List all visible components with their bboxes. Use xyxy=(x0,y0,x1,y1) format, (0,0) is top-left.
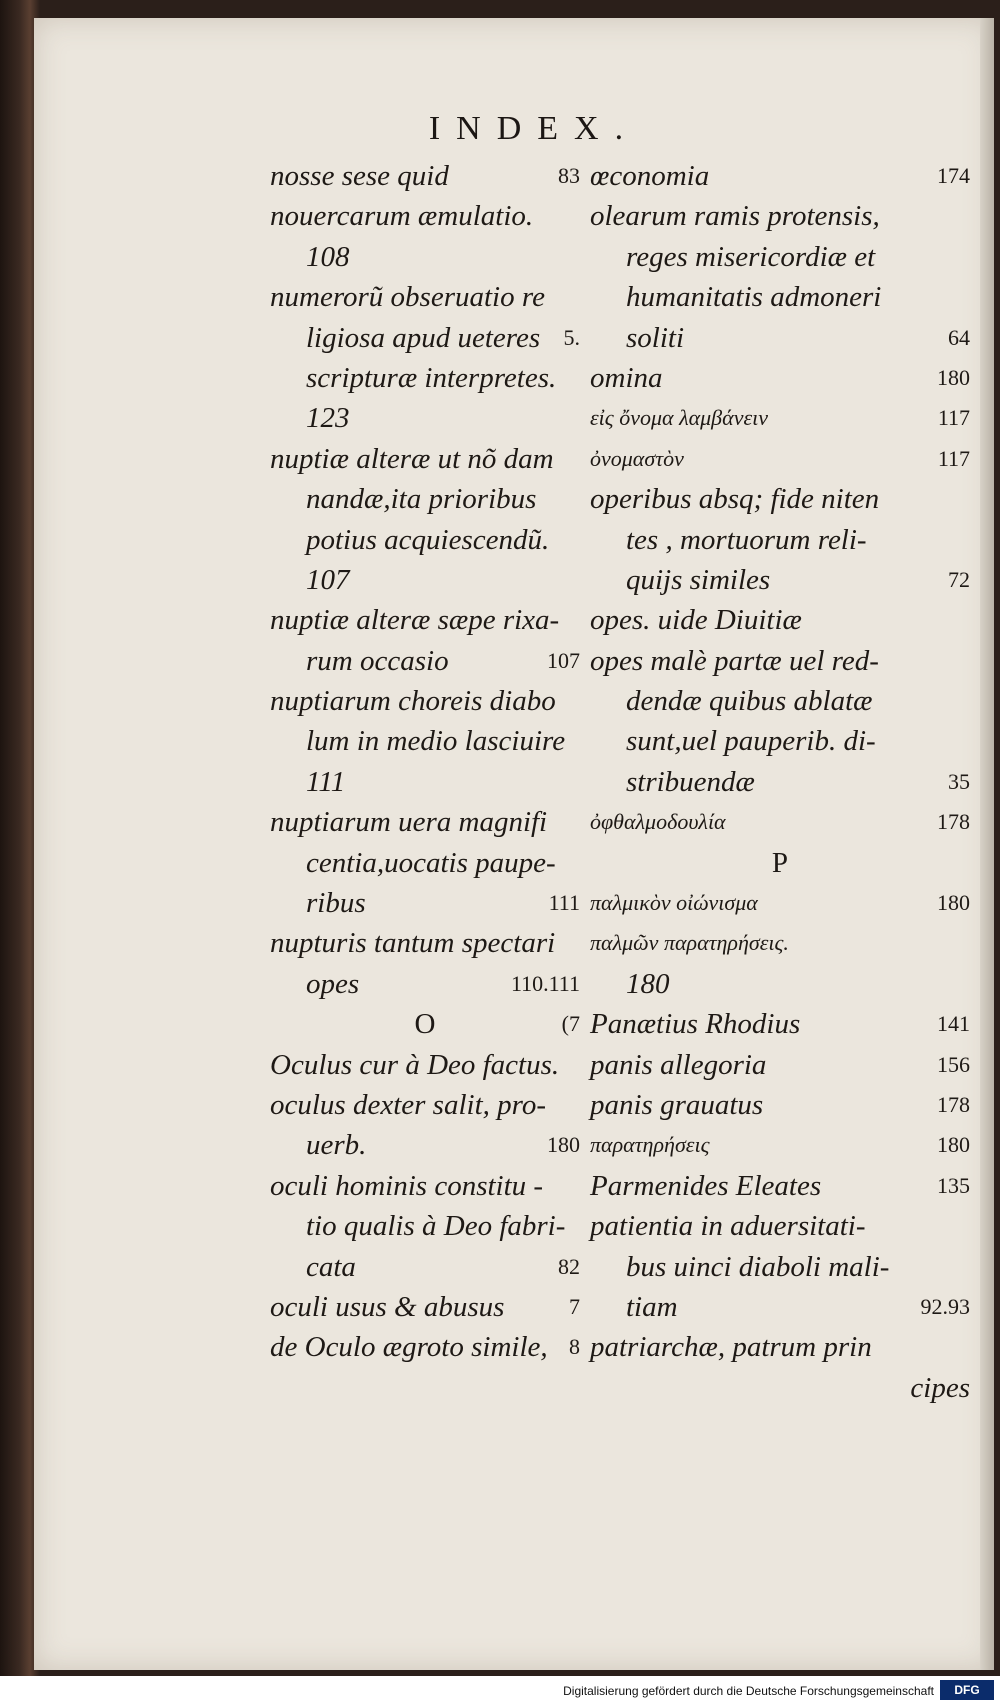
index-entry-text: P xyxy=(771,846,789,879)
index-entry xyxy=(590,277,970,317)
index-entry xyxy=(590,1004,970,1044)
index-entry-text: tiam xyxy=(626,1290,678,1323)
index-entry-text: numerorũ obseruatio re xyxy=(270,281,545,314)
index-entry xyxy=(270,964,580,1004)
index-entry xyxy=(590,398,970,438)
index-entry-page-number: 7 xyxy=(569,1293,580,1319)
index-entry-text: tio qualis à Deo fabri- xyxy=(306,1210,566,1243)
index-entry-text: de Oculo ægroto simile, xyxy=(270,1331,548,1364)
index-entry xyxy=(590,681,970,721)
index-entry-text: patriarchæ, patrum prin xyxy=(590,1331,872,1364)
index-entry-text: nuptiæ alteræ sæpe rixa- xyxy=(270,604,560,637)
index-entry-text: panis allegoria xyxy=(590,1048,767,1081)
index-entry-text: sunt,uel pauperib. di- xyxy=(626,725,876,758)
index-entry-text: oculus dexter salit, pro- xyxy=(270,1088,546,1121)
index-entry-text: Panætius Rhodius xyxy=(590,1008,801,1041)
index-entry xyxy=(590,641,970,681)
index-entry xyxy=(590,721,970,761)
index-entry xyxy=(270,1045,580,1085)
index-entry-text: panis grauatus xyxy=(590,1088,764,1121)
index-entry-text: soliti xyxy=(626,321,685,354)
index-entry-text: tes , mortuorum reli- xyxy=(626,523,867,556)
index-entry-text: nouercarum æmulatio. xyxy=(270,200,534,233)
index-entry-text: centia,uocatis paupe- xyxy=(306,846,556,879)
index-entry-text: παλμικὸν οἰώνισμα xyxy=(590,890,758,916)
index-entry-page-number: 135 xyxy=(937,1172,970,1198)
index-entry-text: cipes xyxy=(910,1371,970,1404)
index-entry-text: nuptiæ alteræ ut nõ dam xyxy=(270,442,554,475)
index-entry-text: εἰς ὄνομα λαμβάνειν xyxy=(590,405,768,431)
index-entry-text: oculi hominis constitu - xyxy=(270,1169,544,1202)
index-entry-text: 108 xyxy=(306,240,350,273)
index-entry xyxy=(270,439,580,479)
index-entry xyxy=(270,196,580,236)
index-entry-page-number: 180 xyxy=(937,1132,970,1158)
index-entry-page-number: 180 xyxy=(547,1132,580,1158)
index-entry xyxy=(270,1085,580,1125)
index-entry xyxy=(590,1166,970,1206)
index-entry-text: ligiosa apud ueteres xyxy=(306,321,541,354)
index-entry-text: nupturis tantum spectari xyxy=(270,927,556,960)
index-entry-page-number: (7 xyxy=(561,1011,580,1037)
index-entry xyxy=(590,479,970,519)
index-entry xyxy=(270,1206,580,1246)
index-entry-text: nosse sese quid xyxy=(270,160,449,192)
index-entry xyxy=(270,277,580,317)
index-entry-page-number: 180 xyxy=(937,890,970,916)
index-entry xyxy=(590,358,970,398)
index-entry-page-number: 117 xyxy=(937,405,970,431)
index-entry-text: olearum ramis protensis, xyxy=(590,200,880,233)
index-entry-text: dendæ quibus ablatæ xyxy=(626,685,873,718)
digitization-credit: Digitalisierung gefördert durch die Deutsche Forschungsgemeinschaft xyxy=(563,1684,934,1698)
index-entry xyxy=(270,318,580,358)
index-entry xyxy=(270,721,580,761)
index-entry-page-number: 141 xyxy=(937,1011,970,1037)
index-entry-page-number: 35 xyxy=(948,768,970,794)
index-entry xyxy=(270,398,580,438)
index-entry xyxy=(270,802,580,842)
index-entry xyxy=(590,762,970,802)
index-entry xyxy=(590,156,970,196)
index-entry-text: rum occasio xyxy=(306,644,449,677)
index-entry xyxy=(590,196,970,236)
index-entry-page-number: 72 xyxy=(948,566,970,592)
index-entry-text: patientia in aduersitati- xyxy=(590,1210,866,1243)
index-entry-text: humanitatis admoneri xyxy=(626,281,882,314)
index-entry xyxy=(590,1045,970,1085)
index-entry-text: bus uinci diaboli mali- xyxy=(626,1250,890,1283)
index-entry-text: omina xyxy=(590,361,663,394)
dfg-logo: DFG xyxy=(940,1680,994,1700)
index-entry-text: operibus absq; fide niten xyxy=(590,483,880,516)
index-entry xyxy=(270,156,580,196)
index-entry-page-number: 110.111 xyxy=(510,970,580,996)
index-entry xyxy=(590,1327,970,1367)
index-entry-text: nuptiarum uera magnifi xyxy=(270,806,548,839)
index-entry xyxy=(590,964,970,1004)
index-entry xyxy=(270,1327,580,1367)
index-entry-text: uerb. xyxy=(306,1129,367,1162)
page-edge xyxy=(980,18,994,1670)
index-entry-text: Parmenides Eleates xyxy=(590,1169,822,1202)
index-entry xyxy=(270,762,580,802)
index-entry xyxy=(270,358,580,398)
index-entry xyxy=(590,318,970,358)
index-column-left xyxy=(270,156,580,1368)
index-entry xyxy=(590,1368,970,1408)
index-entry-text: reges misericordiæ et xyxy=(626,240,876,273)
index-entry-text: quijs similes xyxy=(626,563,771,596)
index-entry-page-number: 178 xyxy=(937,809,970,835)
index-entry-text: opes malè partæ uel red- xyxy=(590,644,879,677)
index-entry xyxy=(270,237,580,277)
index-entry xyxy=(590,843,970,883)
index-entry-text: opes. uide Diuitiæ xyxy=(590,604,802,637)
index-entry-text: O xyxy=(414,1008,436,1041)
index-entry-text: 111 xyxy=(306,765,346,798)
index-entry-text: nuptiarum choreis diabo xyxy=(270,685,556,718)
index-entry xyxy=(270,883,580,923)
running-head: INDEX. xyxy=(428,110,640,147)
index-entry-page-number: 180 xyxy=(937,364,970,390)
index-entry xyxy=(270,1004,580,1044)
index-entry-text: lum in medio lasciuire xyxy=(306,725,566,758)
index-entry-page-number: 107 xyxy=(547,647,580,673)
index-entry-page-number: 117 xyxy=(937,445,970,471)
index-entry-page-number: 64 xyxy=(948,324,970,350)
index-entry xyxy=(590,802,970,842)
index-column-right xyxy=(590,156,970,1408)
index-entry-text: potius acquiescendũ. xyxy=(306,523,550,556)
index-entry xyxy=(270,1125,580,1165)
index-entry xyxy=(590,560,970,600)
index-entry-text: ribus xyxy=(306,887,366,920)
index-entry-text: 107 xyxy=(306,563,350,596)
index-entry-text: 180 xyxy=(626,967,670,1000)
index-entry-text: opes xyxy=(306,967,360,1000)
index-entry xyxy=(270,641,580,681)
index-entry xyxy=(590,439,970,479)
index-entry xyxy=(270,600,580,640)
index-entry-page-number: 92.93 xyxy=(920,1293,970,1319)
index-entry-text: ὀνομαστὸν xyxy=(590,445,684,471)
index-entry-text: Oculus cur à Deo factus. xyxy=(270,1048,560,1081)
index-entry xyxy=(590,237,970,277)
index-entry-page-number: 82 xyxy=(558,1253,580,1279)
index-entry xyxy=(270,923,580,963)
index-entry xyxy=(270,479,580,519)
index-entry-page-number: 178 xyxy=(937,1091,970,1117)
index-entry xyxy=(270,520,580,560)
index-entry-text: œconomia xyxy=(590,160,710,192)
index-entry xyxy=(270,1247,580,1287)
index-entry-page-number: 83 xyxy=(558,163,580,188)
index-entry-text: cata xyxy=(306,1250,356,1283)
index-entry xyxy=(590,1206,970,1246)
index-entry xyxy=(590,923,970,963)
index-entry xyxy=(270,1287,580,1327)
index-entry-text: ὀφθαλμοδουλία xyxy=(590,809,726,835)
index-entry-page-number: 111 xyxy=(548,890,580,916)
book-page xyxy=(34,18,994,1670)
index-entry-text: nandæ,ita prioribus xyxy=(306,483,537,516)
index-entry xyxy=(590,600,970,640)
index-entry xyxy=(270,843,580,883)
index-entry xyxy=(270,560,580,600)
index-entry-page-number: 8 xyxy=(569,1334,580,1360)
index-entry-text: παρατηρήσεις xyxy=(590,1132,710,1158)
index-entry-page-number: 5. xyxy=(563,324,580,350)
index-entry-text: 123 xyxy=(306,402,350,435)
index-entry-text: stribuendæ xyxy=(626,765,755,798)
index-entry xyxy=(270,681,580,721)
index-entry xyxy=(590,1247,970,1287)
index-entry xyxy=(590,1085,970,1125)
index-entry xyxy=(590,883,970,923)
index-entry-page-number: 156 xyxy=(937,1051,970,1077)
index-entry xyxy=(590,1125,970,1165)
index-entry xyxy=(270,1166,580,1206)
index-entry-text: παλμῶν παρατηρήσεις. xyxy=(590,930,789,956)
index-entry-text: oculi usus & abusus xyxy=(270,1290,505,1323)
index-entry xyxy=(590,520,970,560)
index-entry-page-number: 174 xyxy=(937,163,970,188)
index-entry xyxy=(590,1287,970,1327)
index-entry-text: scripturæ interpretes. xyxy=(306,361,557,394)
